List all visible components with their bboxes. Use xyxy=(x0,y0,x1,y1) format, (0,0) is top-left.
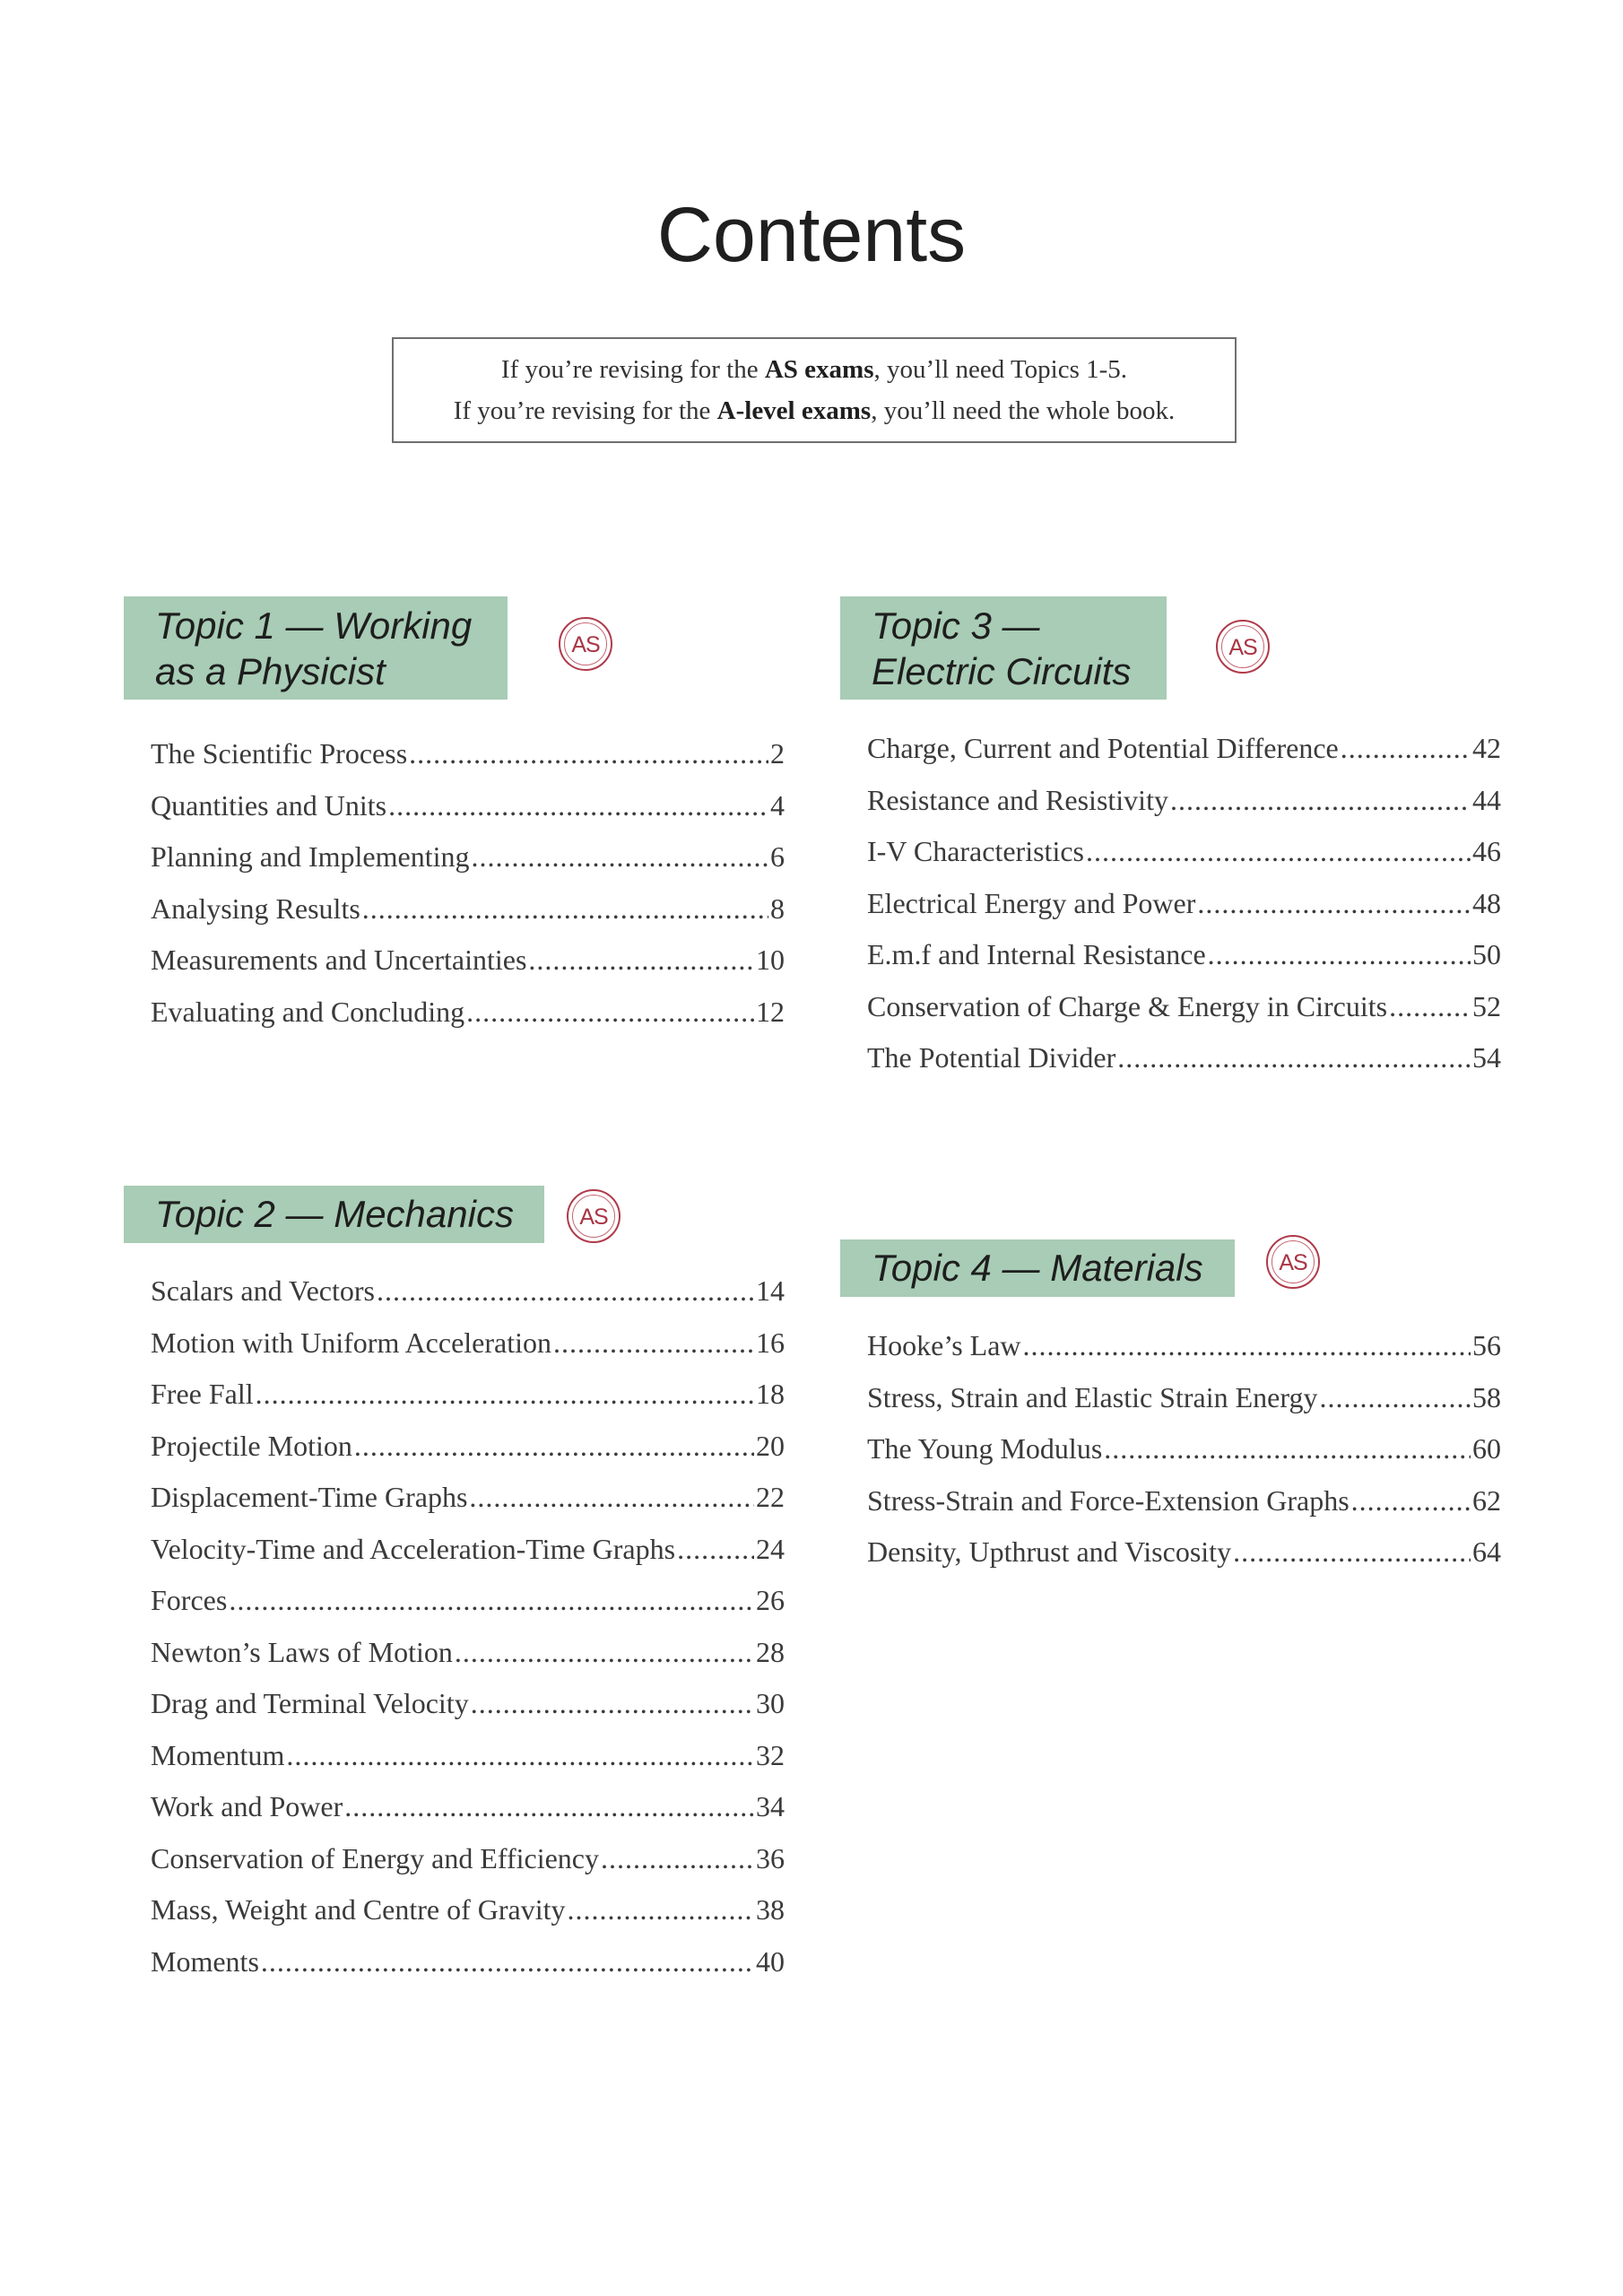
exam-note-line-1: If you’re revising for the AS exams, you’ll need Topics 1-5. xyxy=(500,355,1128,384)
toc-dot-leader xyxy=(553,1326,754,1360)
toc-entry xyxy=(151,892,785,944)
topic-1-contents xyxy=(151,737,785,1047)
toc-dot-leader xyxy=(344,1790,754,1823)
toc-dot-leader xyxy=(409,737,768,770)
toc-entry xyxy=(151,1481,785,1533)
toc-dot-leader xyxy=(286,1739,754,1772)
toc-entry-title: Motion with Uniform Acceleration xyxy=(151,1326,552,1359)
toc-entry-page-number: 64 xyxy=(1472,1535,1501,1568)
page-title: Contents xyxy=(656,192,967,278)
toc-entry-page-number: 10 xyxy=(756,944,785,976)
toc-entry-title: I-V Characteristics xyxy=(867,835,1084,867)
toc-dot-leader xyxy=(1104,1432,1471,1465)
toc-entry-title: The Young Modulus xyxy=(867,1432,1103,1465)
as-badge-icon: AS xyxy=(1266,1235,1320,1289)
toc-dot-leader xyxy=(677,1533,754,1566)
toc-entry xyxy=(151,1326,785,1378)
toc-entry-page-number: 34 xyxy=(756,1790,785,1822)
toc-entry-title: E.m.f and Internal Resistance xyxy=(867,938,1206,970)
toc-entry xyxy=(151,1842,785,1894)
toc-dot-leader xyxy=(469,1481,754,1514)
toc-entry-page-number: 14 xyxy=(756,1274,785,1307)
toc-entry xyxy=(151,1636,785,1688)
toc-entry-title: Planning and Implementing xyxy=(151,840,470,873)
toc-entry-title: Measurements and Uncertainties xyxy=(151,944,527,976)
toc-dot-leader xyxy=(1341,732,1471,765)
toc-entry xyxy=(151,1739,785,1791)
toc-entry-page-number: 54 xyxy=(1472,1041,1501,1074)
toc-entry-title: Forces xyxy=(151,1584,228,1616)
toc-entry-page-number: 20 xyxy=(756,1429,785,1462)
toc-entry xyxy=(151,1430,785,1482)
as-badge-icon: AS xyxy=(1216,620,1270,674)
toc-entry xyxy=(151,1945,785,1997)
toc-dot-leader xyxy=(1233,1535,1471,1569)
toc-entry xyxy=(867,835,1501,887)
toc-dot-leader xyxy=(472,840,769,874)
toc-entry xyxy=(151,996,785,1048)
toc-entry-title: Conservation of Charge & Energy in Circuits xyxy=(867,989,1388,1022)
toc-entry-page-number: 22 xyxy=(756,1481,785,1513)
toc-entry-title: Projectile Motion xyxy=(151,1429,352,1462)
toc-entry-title: Newton’s Laws of Motion xyxy=(151,1635,453,1668)
topic-2-header: Topic 2 — Mechanics xyxy=(124,1186,544,1243)
toc-dot-leader xyxy=(1197,887,1471,920)
toc-entry xyxy=(151,1687,785,1739)
toc-dot-leader xyxy=(1086,835,1471,868)
toc-dot-leader xyxy=(388,789,768,822)
toc-entry-page-number: 30 xyxy=(756,1687,785,1719)
toc-entry-title: Velocity-Time and Acceleration-Time Graphs xyxy=(151,1532,676,1565)
toc-entry-title: The Scientific Process xyxy=(151,737,408,770)
toc-dot-leader xyxy=(528,944,754,977)
toc-entry-page-number: 12 xyxy=(756,995,785,1028)
as-badge-icon: AS xyxy=(559,617,612,671)
toc-entry xyxy=(867,1484,1501,1536)
toc-entry-title: Mass, Weight and Centre of Gravity xyxy=(151,1893,566,1926)
toc-entry-page-number: 50 xyxy=(1472,938,1501,970)
toc-dot-leader xyxy=(229,1584,754,1617)
toc-dot-leader xyxy=(568,1893,754,1926)
toc-entry-title: Density, Upthrust and Viscosity xyxy=(867,1535,1232,1568)
toc-entry xyxy=(151,840,785,892)
toc-entry-title: Quantities and Units xyxy=(151,788,387,822)
toc-entry xyxy=(867,732,1501,784)
toc-entry-page-number: 24 xyxy=(756,1532,785,1565)
toc-entry-title: Moments xyxy=(151,1944,259,1978)
toc-entry-title: Evaluating and Concluding xyxy=(151,995,465,1028)
toc-entry-page-number: 48 xyxy=(1472,886,1501,919)
toc-entry xyxy=(151,1274,785,1326)
toc-entry-page-number: 56 xyxy=(1472,1329,1501,1361)
toc-entry-title: Stress-Strain and Force-Extension Graphs xyxy=(867,1483,1350,1517)
toc-dot-leader xyxy=(601,1842,754,1875)
toc-entry xyxy=(867,887,1501,939)
toc-entry xyxy=(867,938,1501,990)
toc-dot-leader xyxy=(1389,990,1471,1023)
toc-entry xyxy=(867,990,1501,1042)
toc-entry xyxy=(151,1584,785,1636)
toc-entry xyxy=(867,1432,1501,1484)
toc-entry xyxy=(151,789,785,841)
toc-entry-page-number: 42 xyxy=(1472,732,1501,764)
toc-entry xyxy=(867,1329,1501,1381)
toc-entry-page-number: 58 xyxy=(1472,1380,1501,1413)
toc-dot-leader xyxy=(1023,1329,1471,1362)
toc-entry xyxy=(867,784,1501,836)
toc-entry-page-number: 60 xyxy=(1472,1432,1501,1465)
toc-entry-title: Free Fall xyxy=(151,1378,254,1410)
toc-dot-leader xyxy=(377,1274,754,1308)
toc-entry-title: Displacement-Time Graphs xyxy=(151,1481,468,1513)
toc-dot-leader xyxy=(455,1636,754,1669)
toc-dot-leader xyxy=(471,1687,754,1720)
topic-1-header: Topic 1 — Working as a Physicist xyxy=(124,596,508,700)
toc-entry xyxy=(151,1533,785,1585)
toc-entry-title: Momentum xyxy=(151,1738,285,1771)
toc-dot-leader xyxy=(1117,1041,1471,1074)
toc-entry-title: Stress, Strain and Elastic Strain Energy xyxy=(867,1380,1318,1413)
toc-entry-page-number: 44 xyxy=(1472,783,1501,816)
topic-4-contents xyxy=(867,1329,1501,1587)
toc-entry-page-number: 26 xyxy=(756,1584,785,1616)
toc-entry-title: Drag and Terminal Velocity xyxy=(151,1687,469,1719)
toc-entry-title: Scalars and Vectors xyxy=(151,1274,375,1307)
toc-entry-page-number: 18 xyxy=(756,1378,785,1410)
toc-entry-title: Work and Power xyxy=(151,1790,343,1822)
as-badge-icon: AS xyxy=(567,1189,621,1243)
toc-entry-title: Hooke’s Law xyxy=(867,1329,1021,1361)
toc-entry-page-number: 40 xyxy=(756,1944,785,1978)
toc-dot-leader xyxy=(362,892,768,926)
toc-entry xyxy=(151,944,785,996)
topic-3-header: Topic 3 — Electric Circuits xyxy=(840,596,1167,700)
toc-entry-page-number: 2 xyxy=(770,737,785,770)
toc-entry-page-number: 8 xyxy=(770,891,785,925)
toc-dot-leader xyxy=(1351,1484,1471,1518)
toc-entry-page-number: 46 xyxy=(1472,835,1501,867)
toc-entry-page-number: 36 xyxy=(756,1841,785,1874)
topic-3-contents xyxy=(867,732,1501,1093)
toc-entry-title: Electrical Energy and Power xyxy=(867,886,1196,919)
toc-dot-leader xyxy=(466,996,754,1029)
toc-entry xyxy=(151,737,785,789)
toc-entry-page-number: 52 xyxy=(1472,989,1501,1022)
toc-entry-page-number: 28 xyxy=(756,1635,785,1668)
toc-entry xyxy=(151,1790,785,1842)
exam-note-box xyxy=(392,337,1237,443)
toc-entry-page-number: 6 xyxy=(770,840,785,873)
toc-dot-leader xyxy=(1319,1381,1471,1414)
toc-entry-page-number: 38 xyxy=(756,1893,785,1926)
toc-entry-title: The Potential Divider xyxy=(867,1041,1116,1074)
toc-entry-page-number: 16 xyxy=(756,1326,785,1359)
toc-entry-title: Analysing Results xyxy=(151,891,360,925)
toc-dot-leader xyxy=(354,1430,754,1463)
toc-dot-leader xyxy=(261,1945,754,1979)
toc-dot-leader xyxy=(256,1378,754,1411)
toc-entry xyxy=(867,1041,1501,1093)
toc-entry xyxy=(867,1381,1501,1433)
toc-entry-title: Charge, Current and Potential Difference xyxy=(867,732,1339,764)
toc-entry-title: Resistance and Resistivity xyxy=(867,783,1168,816)
toc-dot-leader xyxy=(1208,938,1471,971)
toc-entry xyxy=(151,1893,785,1945)
topic-4-header: Topic 4 — Materials xyxy=(840,1239,1235,1297)
toc-entry xyxy=(867,1535,1501,1587)
toc-entry-page-number: 32 xyxy=(756,1738,785,1771)
toc-entry xyxy=(151,1378,785,1430)
topic-2-contents xyxy=(151,1274,785,1996)
toc-entry-page-number: 62 xyxy=(1472,1483,1501,1517)
exam-note-line-2: If you’re revising for the A-level exams, you’ll need the whole book. xyxy=(453,396,1176,425)
toc-entry-title: Conservation of Energy and Efficiency xyxy=(151,1841,599,1874)
toc-entry-page-number: 4 xyxy=(770,788,785,822)
toc-dot-leader xyxy=(1170,784,1471,817)
